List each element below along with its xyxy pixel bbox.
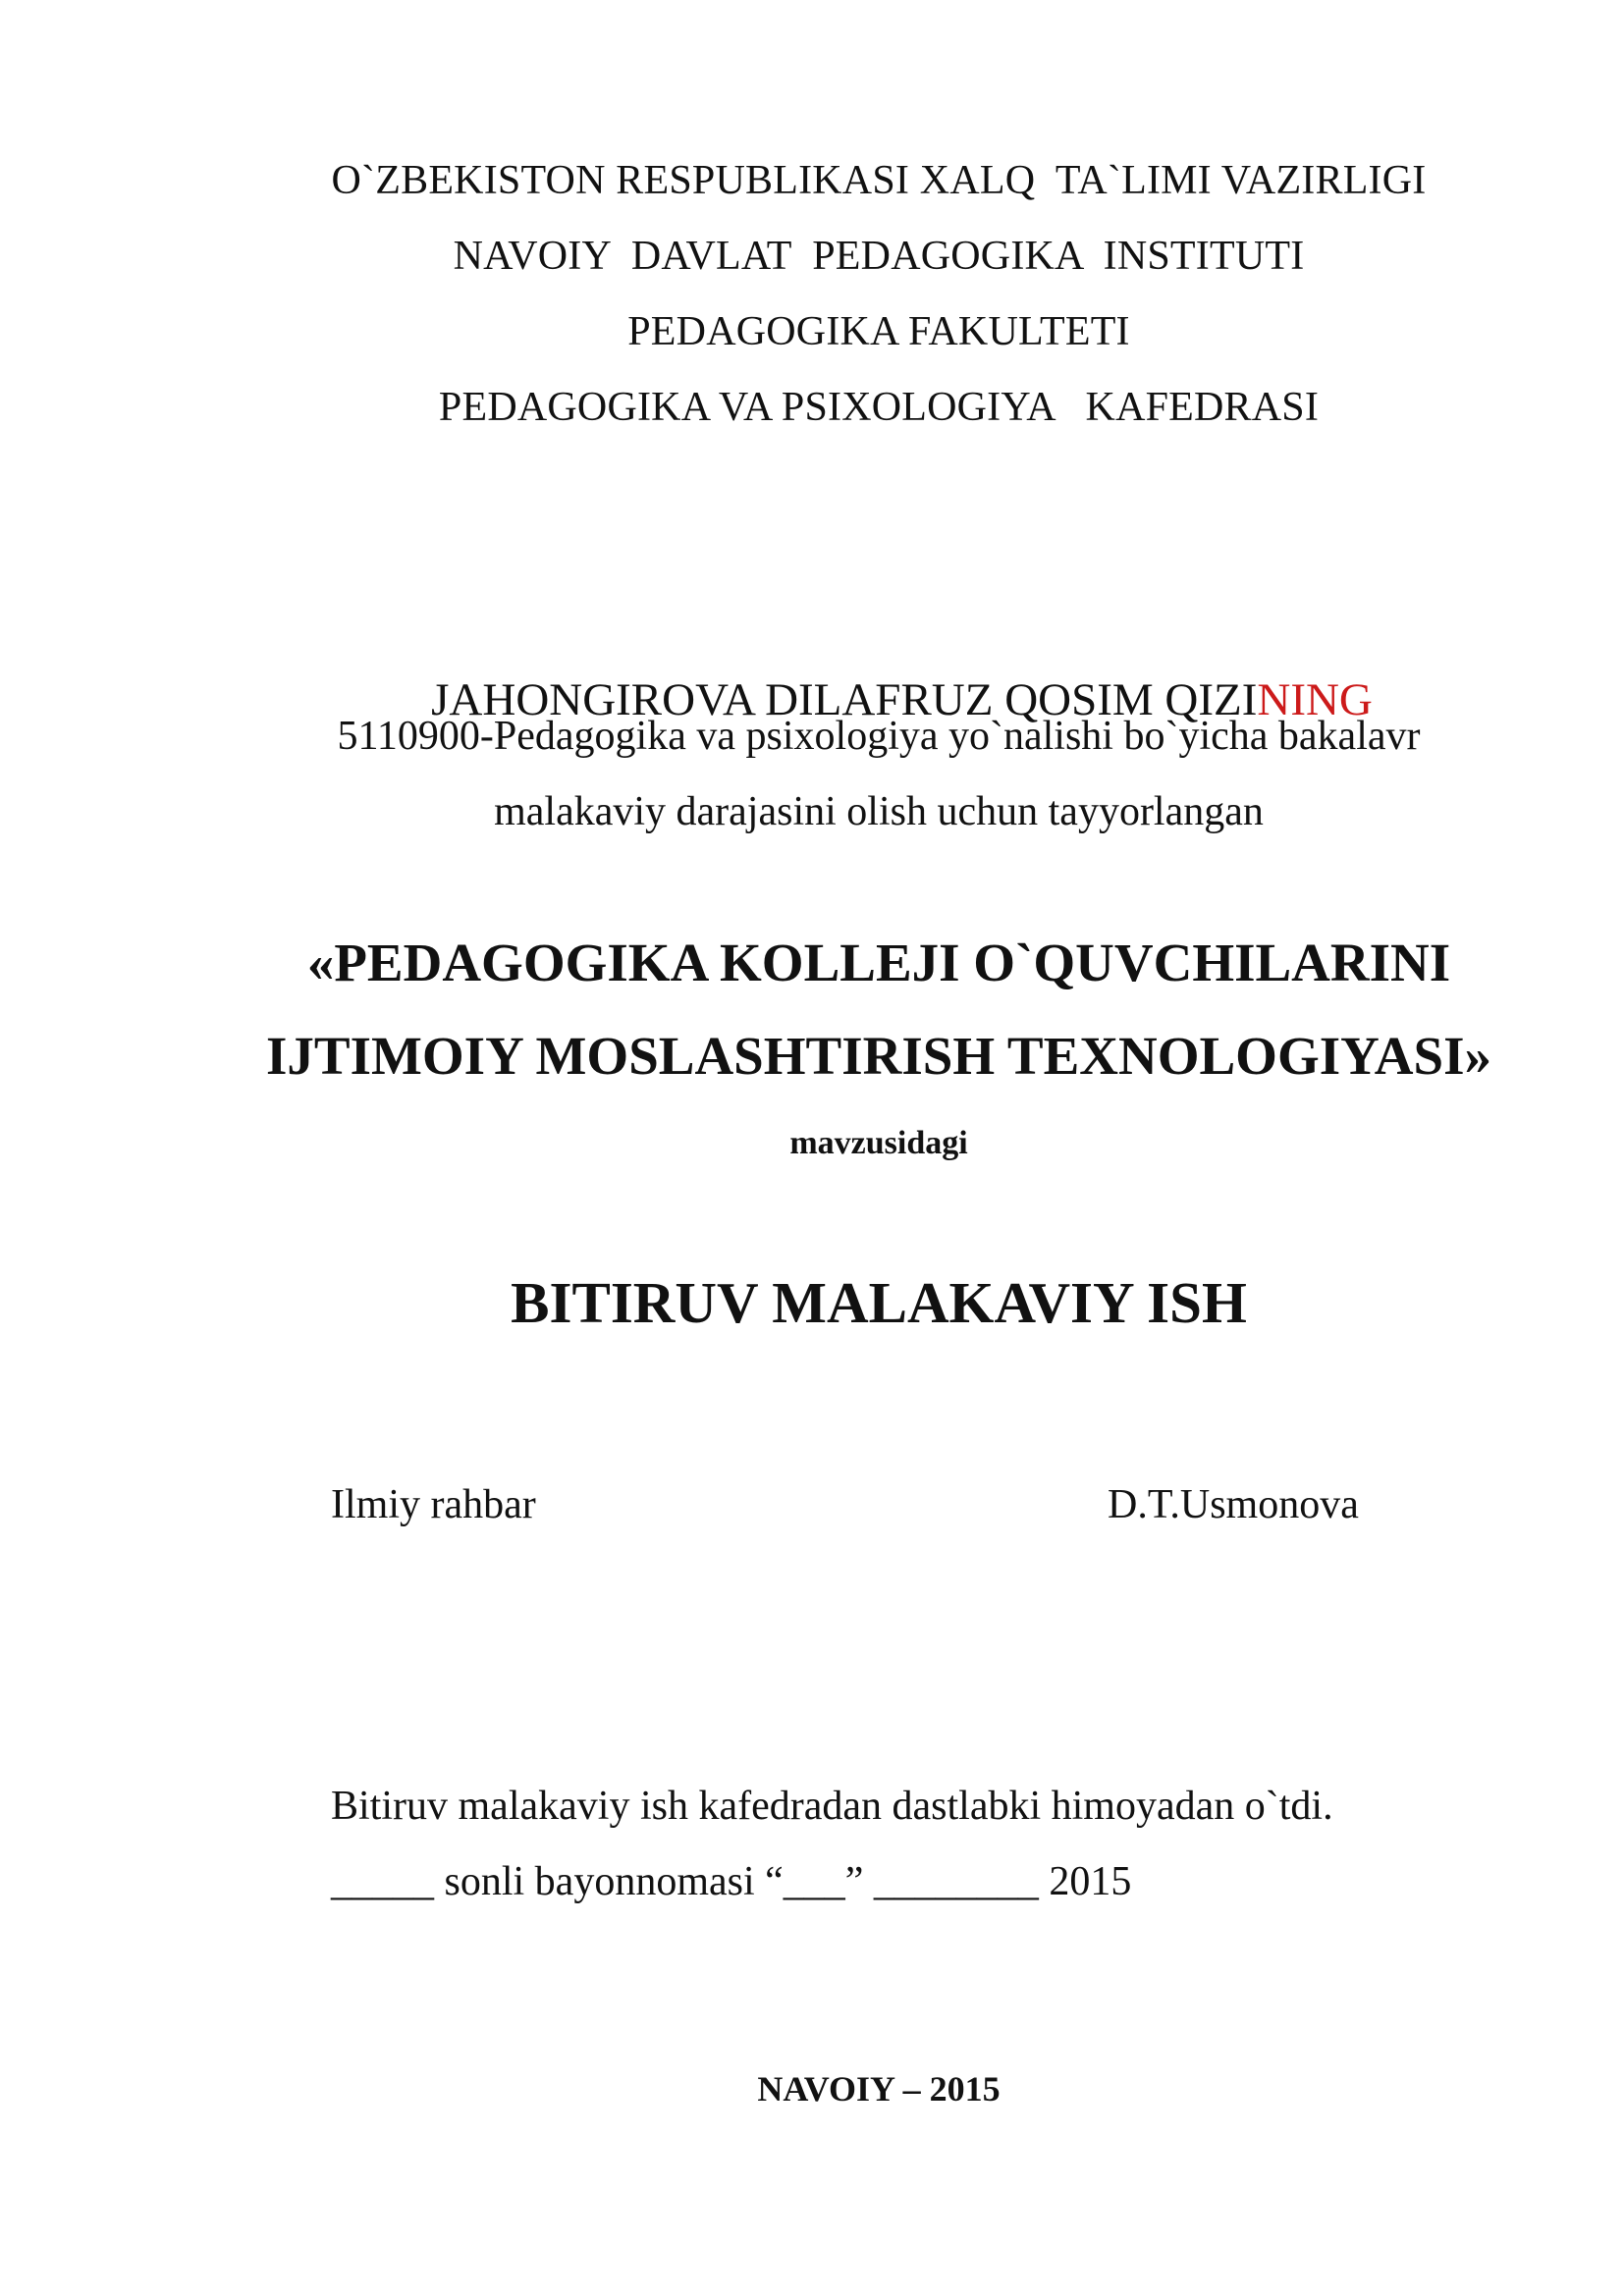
department-heading: PEDAGOGIKA VA PSIXOLOGIYA KAFEDRASI: [438, 385, 1320, 430]
ministry-heading: O`ZBEKISTON RESPUBLIKASI XALQ TA`LIMI VAZIRLIGI: [331, 158, 1427, 203]
thesis-topic-line-1: «PEDAGOGIKA KOLLEJI O`QUVCHILARINI: [306, 933, 1451, 992]
institute-heading: NAVOIY DAVLAT PEDAGOGIKA INSTITUTI: [453, 234, 1305, 279]
supervisor-label: Ilmiy rahbar: [331, 1482, 536, 1527]
author-name-main: JAHONGIROVA DILAFRUZ QOSIM QIZI: [431, 674, 1258, 725]
thesis-topic-line-2: IJTIMOIY MOSLASHTIRISH TEXNOLOGIYASI»: [265, 1026, 1492, 1086]
document-type-title: BITIRUV MALAKAVIY ISH: [511, 1270, 1247, 1335]
protocol-line: _____ sonli bayonnomasi “___” ________ 2015: [331, 1859, 1132, 1904]
program-description-line-2: malakaviy darajasini olish uchun tayyorlangan: [494, 789, 1264, 834]
program-description-line-1: 5110900-Pedagogika va psixologiya yo`nalishi bo`yicha bakalavr: [337, 714, 1421, 759]
place-and-year: NAVOIY – 2015: [757, 2069, 1001, 2109]
topic-subtitle: mavzusidagi: [789, 1125, 968, 1161]
supervisor-name: D.T.Usmonova: [1108, 1482, 1359, 1527]
author-name-suffix: NING: [1257, 674, 1373, 725]
faculty-heading: PEDAGOGIKA FAKULTETI: [627, 309, 1130, 354]
defense-statement: Bitiruv malakaviy ish kafedradan dastlabki himoyadan o`tdi.: [331, 1784, 1333, 1829]
